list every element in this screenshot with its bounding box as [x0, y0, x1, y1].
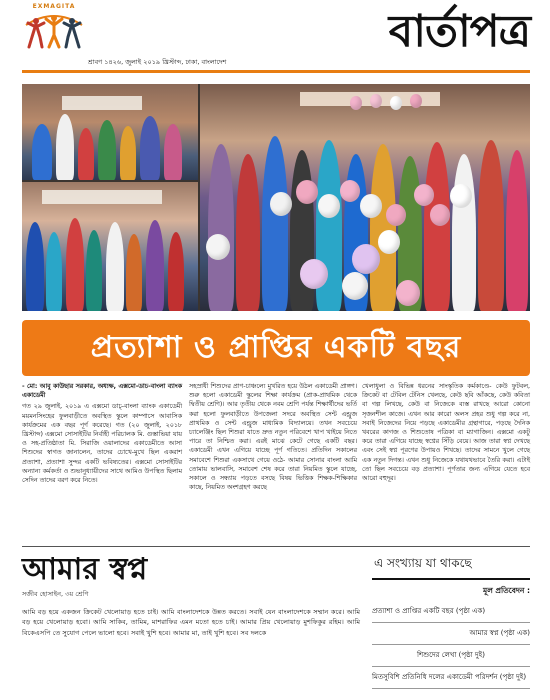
- photo-children-with-balloons: [200, 84, 530, 311]
- article-column-2: সহস্রাধী শিশুদের প্রাণ-চাঞ্চল্যে মুখরিত হয়ে উঠল একাডেমী প্রাঙ্গণ। শুরু হলো একাডেমী স্কুলের শিক্ষা কার্যক্রম (প্রাক-প্রাথমিক থেকে দ্বিতীয় শ্রেণি)। আর তৃতীয় থেকে নবম শ্রেণি পর্যন্ত শিক্ষার্থীদের ভর্তি করা হলো ফুলবাড়ীতে উপজেলা সদরে অবস্থিত সেন্ট এন্ড্রুজ প্রাথমিক ও সেন্ট এন্ড্রুজ মাধ্যমিক বিদ্যালয়ে। তখন সবচেয়ে চ্যালেঞ্জিং ছিল শিশুরা যাতে দ্রুত নতুন পরিবেশে খাপ খাইয়ে নিতে পারে তা নিশ্চিত করা। এরই মাঝে কেটে গেছে একটি বছর। একাডেমী এখন এগিয়ে যাচ্ছে পূর্ণ গতিতে। প্রতিদিন সকালের সমাবেশে শিশুরা একসাথে গেয়ে ওঠে- আমার সোনার বাংলা আমি তোমায় ভালবাসি, সমাবেশ শেষ করে তারা নিয়মিত স্কুলে যাচ্ছে, সকালে ও সন্ধ্যায় পড়তে বসছে বিষয় ভিত্তিক শিক্ষক-শিক্ষিকার কাছে, নিয়মিত অংশগ্রহণ করছে: [189, 383, 357, 492]
- dream-author: সজীব হোসাইন, ৩য় শ্রেণি: [22, 590, 89, 598]
- photo-group-left-bottom: [22, 182, 198, 311]
- headline-banner: [22, 320, 530, 376]
- article-text-1: গত ২৯ জুলাই, ২০১৯ এ এক্সমো ডাচ্-বাংলা ব্যাংক একাডেমী ময়মনসিংহের ফুলবাড়ীতে অবস্থিত স্কুলে কাম্পাসে আবাসিক কার্যক্রমের এক বছর পূর্ণ করেছে। গত (২০ জুলাই, ২০১৮ খ্রিস্টাব্দ) এক্সমো সোসাইটির নির্বাহী পরিচালক মি. গুস্তাভিয়া যায় ও সহ-প্রতিষ্ঠাতা মি. সিরাজি ওয়ালাদের একাডেমীতে আসা শিশুদের স্বাগত জানালেন, তাদের চোখে-মুখে ছিল একরাশ প্রত্যাশা, প্রত্যাশা সুন্দর একটি ভবিষ্যতের। এক্সমো সোসাইটির অন্যান্য কর্মকর্তা ও শুভানুধ্যায়ীদের সাথে আমিও উপস্থিত ছিলাম সেদিন তাদের বরণ করে নিতে।: [22, 403, 182, 485]
- toc-item[interactable]: মিতসুবিশি প্রতিনিধি দলের একাডেমী পরিদর্শন (পৃষ্ঠা দুই): [372, 667, 530, 689]
- dateline: শ্রাবণ ১৪২৬, জুলাই ২০১৯ খ্রিস্টাব্দ, ঢাকা, বাংলাদেশ: [88, 58, 227, 66]
- toc-item[interactable]: প্রত্যাশা ও প্রাপ্তির একটি বছর (পৃষ্ঠা এক): [372, 601, 530, 623]
- article-byline: - মো: আবু কাউছার সরকার, অধ্যক্ষ, এক্সমো-ডাচ-বাংলা ব্যাংক একাডেমী: [22, 383, 182, 400]
- dream-body: আমি বড় হয়ে একজন ক্রিকেট খেলোয়াড় হতে চাই। আমি বাংলাদেশকে উন্নত করতে। সবাই যেন বাংলাদেশকে সম্মান করে। আমি বড় হয়ে খেলোয়াড় হবো। আমি সাকিব, তামিম, মাশরাফির এমন মতো হতে চাই। আমার প্রিয় খেলোয়াড় মুশফিকুর রহিম। আমি বিকেএসপি তে সুযোগ পেলে ভালো হবে। সবাই খুশি হবে। আমার মা, তাই খুশি হবে। সব দলকে: [22, 608, 360, 637]
- masthead: [0, 0, 550, 72]
- photo-group-left-top: [22, 84, 198, 180]
- logo-text: EXMAGITA: [32, 3, 76, 10]
- logo: [22, 3, 86, 51]
- dream-title: আমার স্বপ্ন: [22, 552, 148, 587]
- photo-collage: [22, 84, 530, 311]
- toc-heading: এ সংখ্যায় যা থাকছে: [374, 556, 472, 570]
- toc-item[interactable]: আমার স্বপ্ন (পৃষ্ঠা এক): [372, 623, 530, 645]
- article-column-1: [22, 382, 182, 485]
- toc-rule: [372, 578, 530, 580]
- article-column-3: খেলাধুলা ও বিভিন্ন ধরনের সাংস্কৃতিক কর্মকাণ্ডে- কেউ ফুটবল, ক্রিকেট বা টেবিল টেনিস খেলছে, কেউ ছবি আঁকছে, কেউ কবিতা বা গল্প লিখছে, কেউ বা নিজেকে ব্যস্ত রাখছে আরো কোনো সৃজনশীল কাজে। এখন আর কারো অলস প্রহর শুধু গল্প করে না, সবাই নিজেদের নিয়ে পড়ছে একাডেমীর গ্রন্থাগারে, পড়ছে দৈনিক খবরের কাগজ ও শিশুতোষ পত্রিকা বা ম্যাগাজিন। এক্সমো একটু করে তারা এগিয়ে যাচ্ছে স্বপ্নের সিঁড়ি বেয়ে। আজ তারা স্বপ্ন দেখছে এবং সেই স্বপ্ন পূরণের উপায়ও শিখছে। তাদের সামনে খুলে গেছে এক নতুন দিগন্ত। এখন শুধু নিজেকে যথাযথভাবে তৈরি করা। এটাই তো ছিল সবচেয়ে বড় প্রত্যাশা। পূর্ণতার জন্য এগিয়ে যেতে হবে আরো বহুদূর।: [362, 383, 530, 483]
- masthead-rule: [22, 70, 530, 73]
- table-of-contents: [372, 548, 530, 689]
- logo-figures-icon: [22, 3, 86, 51]
- section-divider: [22, 546, 530, 547]
- lead-headline: প্রত্যাশা ও প্রাপ্তির একটি বছর: [90, 330, 462, 365]
- newspaper-title: বার্তাপত্র: [388, 6, 530, 57]
- toc-item[interactable]: শিশুদের লেখা (পৃষ্ঠা দুই): [372, 645, 530, 667]
- toc-label: মূল প্রতিবেদন :: [483, 586, 530, 595]
